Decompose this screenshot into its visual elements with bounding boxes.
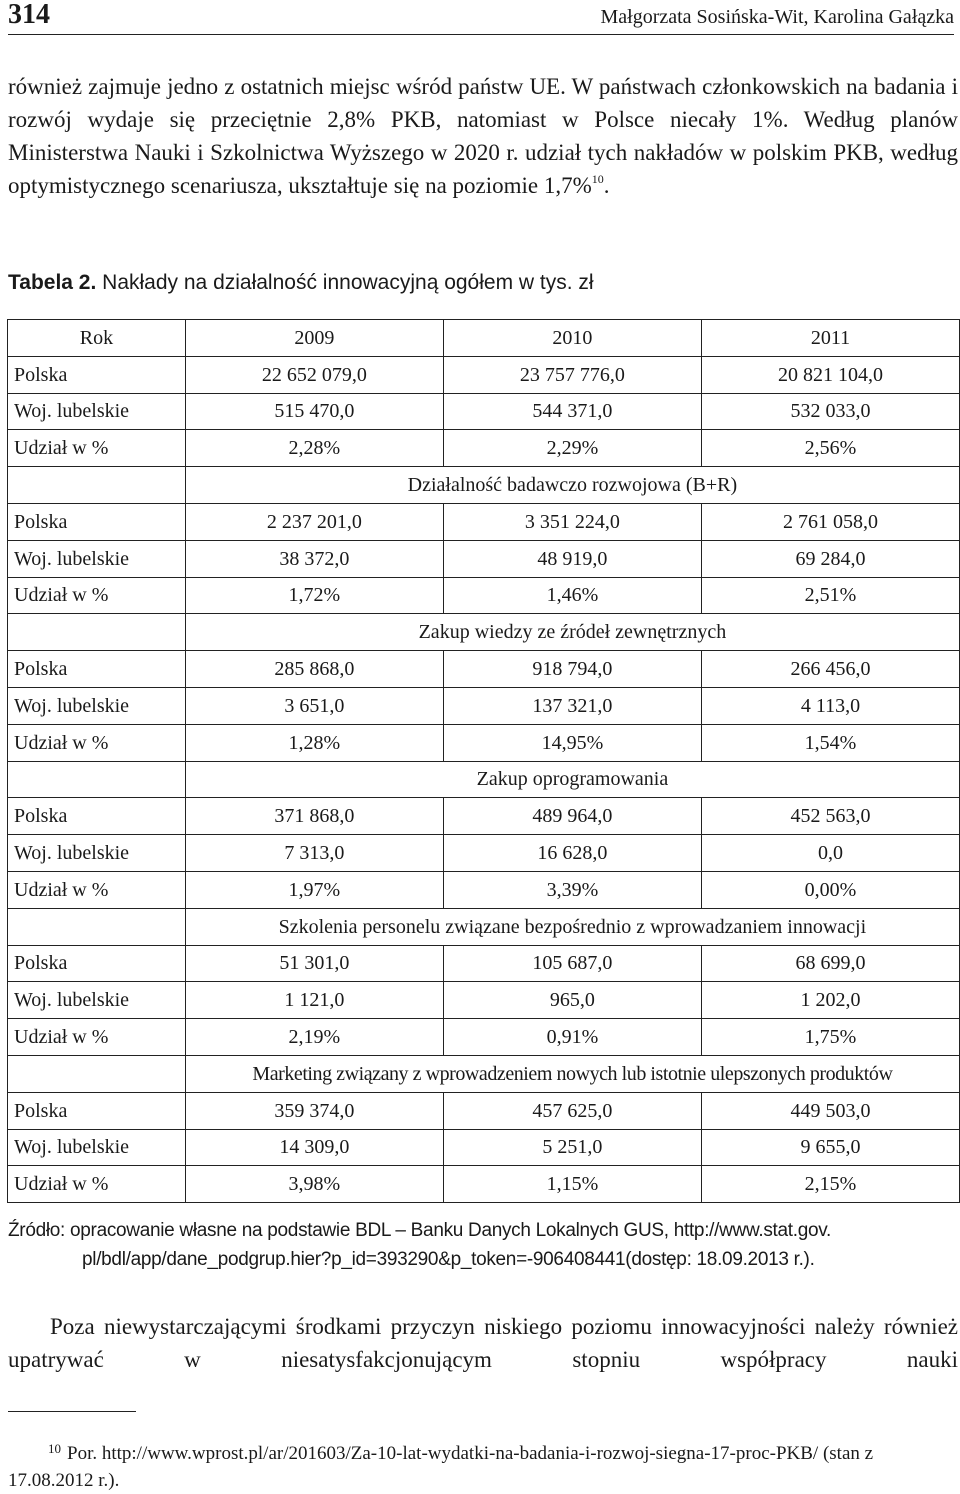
closing-paragraph xyxy=(8,1310,958,1376)
footnote-text: Por. http://www.wprost.pl/ar/201603/Za-10-lat-wydatki-na-badania-i-rozwoj-siegna-17-proc-PKB/ (stan z 17.08.2012 r.). xyxy=(8,1443,874,1491)
value-cell: 137 321,0 xyxy=(443,687,701,724)
value-cell: 1,75% xyxy=(701,1019,959,1056)
value-cell: 285 868,0 xyxy=(185,651,443,688)
row-label: Udział w % xyxy=(8,871,186,908)
table-caption-label: Tabela 2. xyxy=(8,271,97,294)
value-cell: 965,0 xyxy=(443,982,701,1019)
value-cell: 544 371,0 xyxy=(443,393,701,430)
value-cell: 20 821 104,0 xyxy=(701,356,959,393)
table-row xyxy=(8,871,960,908)
row-label: Udział w % xyxy=(8,577,186,614)
intro-end: . xyxy=(603,173,610,198)
value-cell: 3 351 224,0 xyxy=(443,503,701,540)
closing-text: Poza niewystarczającymi środkami przyczyn niskiego poziomu innowacyjności należy również upatrywać w niesatysfakcjonującym stopniu współpracy nauki xyxy=(8,1314,958,1372)
header-cell-year: 2010 xyxy=(443,320,701,357)
value-cell: 48 919,0 xyxy=(443,540,701,577)
value-cell: 4 113,0 xyxy=(701,687,959,724)
table-row xyxy=(8,1092,960,1129)
row-label: Polska xyxy=(8,356,186,393)
value-cell: 0,91% xyxy=(443,1019,701,1056)
value-cell: 69 284,0 xyxy=(701,540,959,577)
value-cell: 3 651,0 xyxy=(185,687,443,724)
row-label: Polska xyxy=(8,651,186,688)
table-header-row xyxy=(8,320,960,357)
value-cell: 266 456,0 xyxy=(701,651,959,688)
row-label: Woj. lubelskie xyxy=(8,1129,186,1166)
table-row xyxy=(8,430,960,467)
row-label: Udział w % xyxy=(8,724,186,761)
section-title-blank-cell xyxy=(8,467,186,504)
section-title-blank-cell xyxy=(8,614,186,651)
value-cell: 1,46% xyxy=(443,577,701,614)
table-row xyxy=(8,1129,960,1166)
row-label: Udział w % xyxy=(8,1166,186,1203)
section-title: Marketing związany z wprowadzeniem nowych lub istotnie ulepszonych produktów xyxy=(185,1055,959,1092)
value-cell: 1 202,0 xyxy=(701,982,959,1019)
value-cell: 1 121,0 xyxy=(185,982,443,1019)
value-cell: 1,54% xyxy=(701,724,959,761)
table-row xyxy=(8,1019,960,1056)
header-cell-rok: Rok xyxy=(8,320,186,357)
value-cell: 2,15% xyxy=(701,1166,959,1203)
section-title-blank-cell xyxy=(8,908,186,945)
footnote-separator xyxy=(8,1411,136,1412)
value-cell: 2,56% xyxy=(701,430,959,467)
section-title: Szkolenia personelu związane bezpośrednio z wprowadzaniem innowacji xyxy=(185,908,959,945)
value-cell: 51 301,0 xyxy=(185,945,443,982)
source-line-1: Źródło: opracowanie własne na podstawie BDL – Banku Danych Lokalnych GUS, http://www.stat.gov. xyxy=(8,1220,832,1241)
value-cell: 1,97% xyxy=(185,871,443,908)
row-label: Polska xyxy=(8,503,186,540)
row-label: Woj. lubelskie xyxy=(8,687,186,724)
table-row xyxy=(8,651,960,688)
row-label: Udział w % xyxy=(8,430,186,467)
page-number: 314 xyxy=(8,0,50,30)
value-cell: 457 625,0 xyxy=(443,1092,701,1129)
row-label: Udział w % xyxy=(8,1019,186,1056)
table-row xyxy=(8,356,960,393)
table-source-note xyxy=(8,1216,958,1274)
value-cell: 371 868,0 xyxy=(185,798,443,835)
table-row xyxy=(8,1166,960,1203)
table-row xyxy=(8,945,960,982)
footnote xyxy=(8,1435,958,1494)
table-row xyxy=(8,835,960,872)
value-cell: 2 761 058,0 xyxy=(701,503,959,540)
value-cell: 918 794,0 xyxy=(443,651,701,688)
value-cell: 5 251,0 xyxy=(443,1129,701,1166)
value-cell: 449 503,0 xyxy=(701,1092,959,1129)
table-row xyxy=(8,540,960,577)
value-cell: 532 033,0 xyxy=(701,393,959,430)
row-label: Woj. lubelskie xyxy=(8,835,186,872)
header-cell-year: 2009 xyxy=(185,320,443,357)
table-row xyxy=(8,393,960,430)
section-title-row xyxy=(8,614,960,651)
row-label: Woj. lubelskie xyxy=(8,540,186,577)
value-cell: 16 628,0 xyxy=(443,835,701,872)
table-row xyxy=(8,724,960,761)
value-cell: 2,19% xyxy=(185,1019,443,1056)
row-label: Woj. lubelskie xyxy=(8,393,186,430)
value-cell: 22 652 079,0 xyxy=(185,356,443,393)
footnote-reference[interactable]: 10 xyxy=(591,172,604,186)
innovation-expenditure-table xyxy=(7,319,960,1203)
value-cell: 9 655,0 xyxy=(701,1129,959,1166)
value-cell: 2 237 201,0 xyxy=(185,503,443,540)
value-cell: 105 687,0 xyxy=(443,945,701,982)
value-cell: 0,0 xyxy=(701,835,959,872)
header-cell-year: 2011 xyxy=(701,320,959,357)
table-row xyxy=(8,982,960,1019)
row-label: Polska xyxy=(8,945,186,982)
value-cell: 0,00% xyxy=(701,871,959,908)
running-head-authors: Małgorzata Sosińska-Wit, Karolina Gałązka xyxy=(600,6,954,28)
value-cell: 1,72% xyxy=(185,577,443,614)
section-title-row xyxy=(8,908,960,945)
value-cell: 23 757 776,0 xyxy=(443,356,701,393)
value-cell: 3,39% xyxy=(443,871,701,908)
section-title: Zakup wiedzy ze źródeł zewnętrznych xyxy=(185,614,959,651)
row-label: Woj. lubelskie xyxy=(8,982,186,1019)
source-line-2: pl/bdl/app/dane_podgrup.hier?p_id=393290&p_token=-906408441(dostęp: 18.09.2013 r.). xyxy=(82,1249,815,1270)
section-title-blank-cell xyxy=(8,1055,186,1092)
section-title-row xyxy=(8,467,960,504)
section-title: Działalność badawczo rozwojowa (B+R) xyxy=(185,467,959,504)
table-caption xyxy=(8,270,594,296)
intro-paragraph xyxy=(8,70,958,202)
running-header xyxy=(8,0,954,35)
value-cell: 515 470,0 xyxy=(185,393,443,430)
table-row xyxy=(8,503,960,540)
value-cell: 1,28% xyxy=(185,724,443,761)
value-cell: 489 964,0 xyxy=(443,798,701,835)
row-label: Polska xyxy=(8,1092,186,1129)
value-cell: 2,29% xyxy=(443,430,701,467)
value-cell: 3,98% xyxy=(185,1166,443,1203)
section-title-row xyxy=(8,1055,960,1092)
table-row xyxy=(8,798,960,835)
value-cell: 359 374,0 xyxy=(185,1092,443,1129)
intro-text: również zajmuje jedno z ostatnich miejsc wśród państw UE. W państwach członkowskich na badania i rozwój wydaje się przeciętnie 2,8% PKB, natomiast w Polsce niecały 1%. Według planów Ministerstwa Nauki i Szkolnictwa Wyższego w 2020 r. udział tych nakładów w polskim PKB, według optymistycznego scenariusza, ukształtuje się na poziomie 1,7% xyxy=(8,74,958,198)
value-cell: 38 372,0 xyxy=(185,540,443,577)
section-title: Zakup oprogramowania xyxy=(185,761,959,798)
row-label: Polska xyxy=(8,798,186,835)
value-cell: 2,28% xyxy=(185,430,443,467)
value-cell: 452 563,0 xyxy=(701,798,959,835)
table-row xyxy=(8,577,960,614)
section-title-blank-cell xyxy=(8,761,186,798)
value-cell: 1,15% xyxy=(443,1166,701,1203)
footnote-number: 10 xyxy=(48,1441,61,1456)
value-cell: 68 699,0 xyxy=(701,945,959,982)
table-row xyxy=(8,687,960,724)
value-cell: 14,95% xyxy=(443,724,701,761)
table-caption-text: Nakłady na działalność innowacyjną ogółem w tys. zł xyxy=(102,271,594,294)
value-cell: 2,51% xyxy=(701,577,959,614)
value-cell: 7 313,0 xyxy=(185,835,443,872)
section-title-row xyxy=(8,761,960,798)
value-cell: 14 309,0 xyxy=(185,1129,443,1166)
